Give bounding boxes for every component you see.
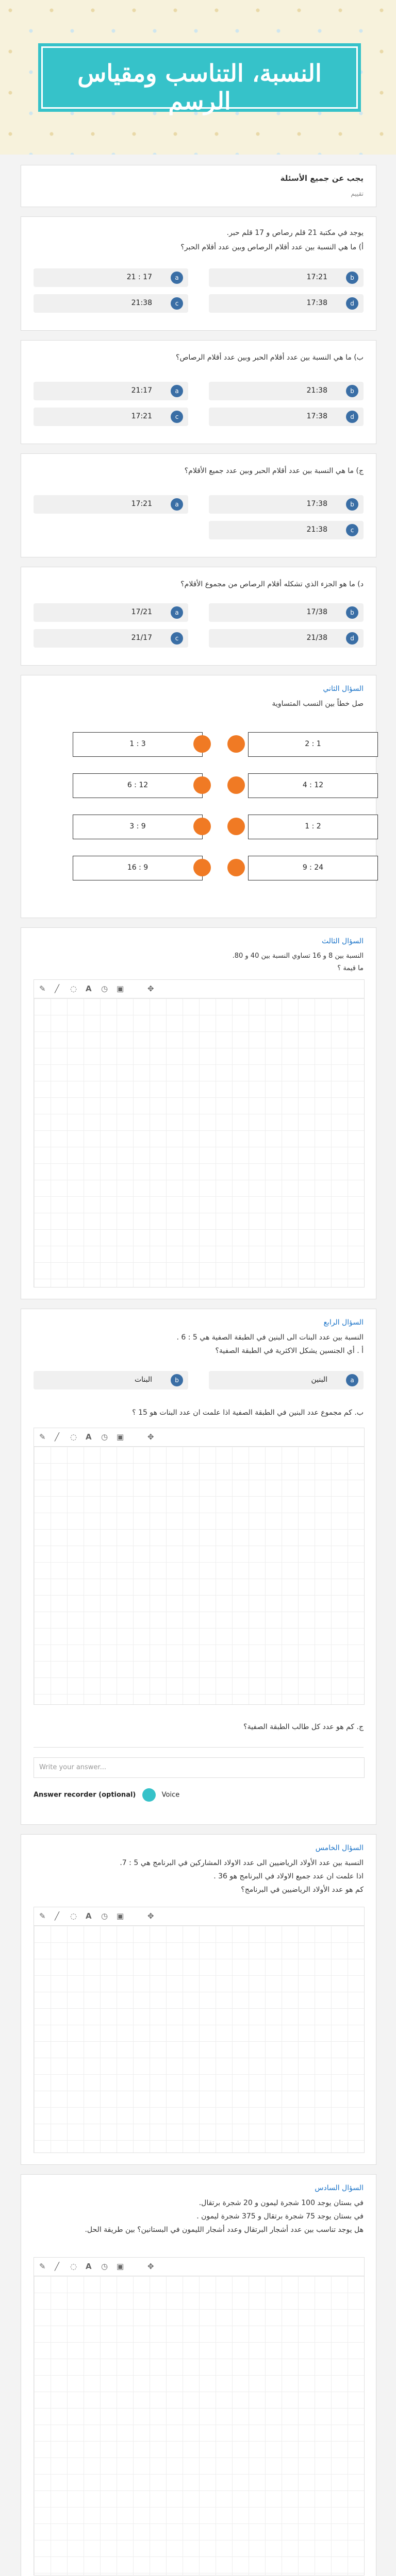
option-a[interactable]: a البنين — [209, 1371, 364, 1389]
question-text: يوجد في مكتبة 21 قلم رصاص و 17 قلم حبر. — [226, 229, 364, 237]
question-prompt: د) ما هو الجزء الذي تشكله أقلام الرصاص من مجموع الأقلام؟ — [180, 580, 364, 588]
marker-icon[interactable]: ╱ — [55, 2262, 60, 2271]
option-b[interactable]: b 17:38 — [209, 495, 364, 514]
text-tool-icon[interactable]: A — [86, 1911, 92, 1921]
option-c[interactable]: c 21/17 — [34, 629, 188, 648]
header-banner — [0, 0, 396, 155]
drawing-canvas[interactable] — [34, 998, 365, 1287]
section-title: السؤال الثاني — [323, 685, 364, 693]
drawing-toolbar — [34, 1907, 365, 1926]
image-icon[interactable]: ▣ — [117, 1911, 124, 1921]
question-prompt: أ . أي الجنسين يشكل الاكثرية في الطبقة الصفية؟ — [215, 1347, 364, 1355]
question-card-1 — [21, 216, 376, 331]
match-left-1[interactable]: 1 : 3 — [73, 732, 203, 757]
pen-icon[interactable]: ✎ — [39, 984, 46, 993]
answer-recorder-label: Answer recorder (optional) — [34, 1791, 136, 1799]
question-card-4 — [21, 567, 376, 666]
text-tool-icon[interactable]: A — [86, 2262, 92, 2271]
clock-icon[interactable]: ◷ — [101, 2262, 108, 2271]
option-b[interactable]: b 17/38 — [209, 603, 364, 622]
move-icon[interactable]: ✥ — [147, 2262, 154, 2271]
question-card-6 — [21, 927, 376, 1299]
option-a[interactable]: a 21:17 — [34, 382, 188, 400]
divider — [34, 1747, 364, 1748]
image-icon[interactable]: ▣ — [117, 984, 124, 993]
option-c[interactable]: c 17:21 — [34, 408, 188, 426]
match-right-1[interactable]: 2 : 1 — [248, 732, 378, 757]
option-a[interactable]: a 21 : 17 — [34, 268, 188, 287]
section-title: السؤال الثالث — [321, 937, 364, 945]
eraser-icon[interactable]: ◌ — [70, 1911, 77, 1921]
connector-dot[interactable] — [227, 818, 245, 835]
question-prompt: كم هو عدد الأولاد الرياضيين في البرنامج؟ — [241, 1886, 364, 1894]
question-text-1: في بستان يوجد 100 شجرة ليمون و 20 شجرة برتقال. — [199, 2199, 364, 2207]
option-a[interactable]: a 17/21 — [34, 603, 188, 622]
match-right-3[interactable]: 1 : 2 — [248, 815, 378, 839]
marker-icon[interactable]: ╱ — [55, 1911, 60, 1921]
question-prompt: أ) ما هي النسبة بين عدد أقلام الرصاص وبين عدد أقلام الحبر؟ — [180, 243, 364, 251]
drawing-canvas[interactable] — [34, 1925, 365, 2153]
question-text-2: في بستان يوجد 75 شجرة برتقال و 375 شجرة ليمون . — [196, 2212, 364, 2221]
option-d[interactable]: d 21/38 — [209, 629, 364, 648]
title-box — [41, 46, 358, 115]
question-text-1: النسبة بين عدد الأولاد الرياضيين الى عدد الاولاد المشاركين في البرنامج هي 5 : 7. — [120, 1859, 364, 1867]
clock-icon[interactable]: ◷ — [101, 984, 108, 993]
connector-dot[interactable] — [227, 776, 245, 794]
question-sub-c: ج. كم هو عدد كل طالب الطبقة الصفية؟ — [243, 1723, 364, 1731]
eraser-icon[interactable]: ◌ — [70, 1432, 77, 1442]
connector-dot[interactable] — [227, 859, 245, 876]
page-title: النسبة، التناسب ومقياس الرسم — [77, 59, 322, 115]
option-b[interactable]: b البنات — [34, 1371, 188, 1389]
eraser-icon[interactable]: ◌ — [70, 984, 77, 993]
intro-subtext: تقييم — [351, 190, 364, 197]
option-b[interactable]: b 17:21 — [209, 268, 364, 287]
option-d[interactable]: d 17:38 — [209, 294, 364, 313]
connector-dot[interactable] — [227, 735, 245, 753]
question-sub: ما قيمة ؟ — [337, 964, 364, 972]
clock-icon[interactable]: ◷ — [101, 1432, 108, 1442]
section-title: السؤال الخامس — [315, 1844, 364, 1852]
pen-icon[interactable]: ✎ — [39, 1911, 46, 1921]
question-sub-b: ب. كم مجموع عدد البنين في الطبقة الصفية اذا علمت ان عدد البنات هو 15 ؟ — [132, 1409, 364, 1417]
drawing-toolbar — [34, 1428, 365, 1447]
match-right-4[interactable]: 9 : 24 — [248, 856, 378, 880]
section-title: السؤال الرابع — [323, 1318, 364, 1327]
clock-icon[interactable]: ◷ — [101, 1911, 108, 1921]
pen-icon[interactable]: ✎ — [39, 1432, 46, 1442]
match-left-4[interactable]: 16 : 9 — [73, 856, 203, 880]
option-b[interactable]: b 21:38 — [209, 382, 364, 400]
eraser-icon[interactable]: ◌ — [70, 2262, 77, 2271]
voice-label: Voice — [161, 1791, 180, 1799]
question-text: النسبة بين 8 و 16 تساوي النسبة بين 40 و 80. — [232, 952, 364, 960]
answer-recorder-row — [34, 1788, 179, 1802]
drawing-toolbar — [34, 979, 365, 999]
move-icon[interactable]: ✥ — [147, 984, 154, 993]
option-d[interactable]: d 17:38 — [209, 408, 364, 426]
question-prompt: هل يوجد تناسب بين عدد أشجار البرتقال وعدد أشجار الليمون في البستانين؟ بين طريقة الحل. — [85, 2226, 364, 2234]
question-card-3 — [21, 453, 376, 557]
match-left-2[interactable]: 6 : 12 — [73, 773, 203, 798]
drawing-canvas[interactable] — [34, 2276, 365, 2575]
question-prompt: ج) ما هي النسبة بين عدد أقلام الحبر وبين عدد جميع الأقلام؟ — [184, 467, 364, 475]
connector-dot[interactable] — [193, 859, 211, 876]
text-tool-icon[interactable]: A — [86, 984, 92, 993]
question-card-7 — [21, 1309, 376, 1825]
match-right-2[interactable]: 4 : 12 — [248, 773, 378, 798]
question-text: النسبة بين عدد البنات الى البنين في الطبقة الصفية هي 5 : 6 . — [176, 1333, 364, 1342]
intro-card — [21, 165, 376, 207]
move-icon[interactable]: ✥ — [147, 1911, 154, 1921]
option-c[interactable]: c 21:38 — [34, 294, 188, 313]
marker-icon[interactable]: ╱ — [55, 984, 60, 993]
question-card-8 — [21, 1834, 376, 2165]
answer-input[interactable]: Write your answer... — [34, 1757, 365, 1778]
drawing-canvas[interactable] — [34, 1446, 365, 1705]
image-icon[interactable]: ▣ — [117, 1432, 124, 1442]
option-c[interactable]: c 21:38 — [209, 521, 364, 539]
connector-dot[interactable] — [193, 776, 211, 794]
question-text-2: اذا علمت ان عدد جميع الاولاد في البرنامج هو 36 . — [213, 1872, 364, 1880]
text-tool-icon[interactable]: A — [86, 1432, 92, 1442]
section-title: السؤال السادس — [315, 2184, 364, 2192]
question-text: صل خطاً بين النسب المتساوية — [272, 700, 364, 708]
question-card-9 — [21, 2174, 376, 2576]
move-icon[interactable]: ✥ — [147, 1432, 154, 1442]
connector-dot[interactable] — [193, 818, 211, 835]
question-card-2 — [21, 340, 376, 444]
option-a[interactable]: a 17:21 — [34, 495, 188, 514]
marker-icon[interactable]: ╱ — [55, 1432, 60, 1442]
question-card-5 — [21, 675, 376, 918]
connector-dot[interactable] — [193, 735, 211, 753]
intro-heading: يجب عن جميع الأسئلة — [280, 174, 364, 183]
drawing-toolbar — [34, 2257, 365, 2277]
pen-icon[interactable]: ✎ — [39, 2262, 46, 2271]
question-prompt: ب) ما هي النسبة بين عدد أقلام الحبر وبين عدد أقلام الرصاص؟ — [176, 353, 364, 362]
image-icon[interactable]: ▣ — [117, 2262, 124, 2271]
match-left-3[interactable]: 3 : 9 — [73, 815, 203, 839]
mic-icon[interactable] — [142, 1788, 156, 1802]
